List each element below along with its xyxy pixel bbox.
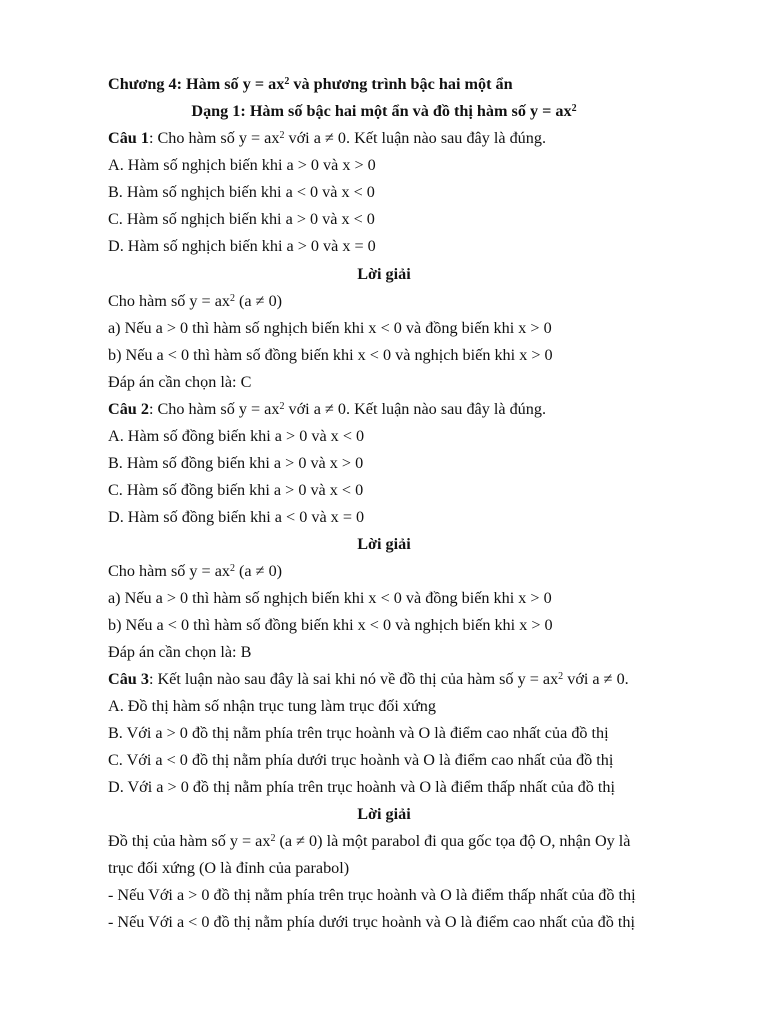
solution-line: b) Nếu a < 0 thì hàm số đồng biến khi x < 0 và nghịch biến khi x > 0 xyxy=(108,346,553,364)
section-title: Dạng 1: Hàm số bậc hai một ẩn và đồ thị hàm số $y = ax^2$ xyxy=(191,102,577,120)
question-label: Câu 1 xyxy=(108,129,149,147)
chapter-title: Chương 4: Hàm số $y = ax^2$ và phương trình bậc hai một ẩn xyxy=(108,75,513,93)
question-2-stem: Câu 2: Cho hàm số $y = ax^2$ với a ≠ 0. Kết luận nào sau đây là đúng. xyxy=(108,400,547,418)
solution-line: a) Nếu a > 0 thì hàm số nghịch biến khi x < 0 và đồng biến khi x > 0 xyxy=(108,589,552,607)
question-1-option-b: B. Hàm số nghịch biến khi a < 0 và x < 0 xyxy=(108,183,375,201)
answer-line: Đáp án cần chọn là: C xyxy=(108,373,252,391)
question-1-option-d: D. Hàm số nghịch biến khi a > 0 và x = 0 xyxy=(108,237,376,255)
solution-heading: Lời giải xyxy=(357,535,411,553)
solution-line: b) Nếu a < 0 thì hàm số đồng biến khi x < 0 và nghịch biến khi x > 0 xyxy=(108,616,553,634)
question-3-option-a: A. Đồ thị hàm số nhận trục tung làm trục đối xứng xyxy=(108,697,436,715)
question-2-option-d: D. Hàm số đồng biến khi a < 0 và x = 0 xyxy=(108,508,365,526)
solution-intro: Cho hàm số $y = ax^2$ (a ≠ 0) xyxy=(108,292,283,310)
solution-intro: Đồ thị của hàm số $y = ax^2$ (a ≠ 0) là một parabol đi qua gốc tọa độ O, nhận Oy là xyxy=(108,832,631,850)
question-1-option-c: C. Hàm số nghịch biến khi a > 0 và x < 0 xyxy=(108,210,375,228)
question-3-option-d: D. Với a > 0 đồ thị nằm phía trên trục hoành và O là điểm thấp nhất của đồ thị xyxy=(108,778,615,796)
answer-line: Đáp án cần chọn là: B xyxy=(108,643,252,661)
solution-intro: Cho hàm số $y = ax^2$ (a ≠ 0) xyxy=(108,562,283,580)
question-label: Câu 2 xyxy=(108,400,149,418)
solution-line: trục đối xứng (O là đỉnh của parabol) xyxy=(108,859,350,877)
question-3-stem: Câu 3: Kết luận nào sau đây là sai khi nó về đồ thị của hàm số $y = ax^2$ với a ≠ 0. xyxy=(108,670,629,688)
question-3-option-b: B. Với a > 0 đồ thị nằm phía trên trục hoành và O là điểm cao nhất của đồ thị xyxy=(108,724,609,742)
solution-line: - Nếu Với a < 0 đồ thị nằm phía dưới trục hoành và O là điểm cao nhất của đồ thị xyxy=(108,913,635,931)
question-2-option-a: A. Hàm số đồng biến khi a > 0 và x < 0 xyxy=(108,427,365,445)
solution-line: a) Nếu a > 0 thì hàm số nghịch biến khi x < 0 và đồng biến khi x > 0 xyxy=(108,319,552,337)
solution-line: - Nếu Với a > 0 đồ thị nằm phía trên trục hoành và O là điểm thấp nhất của đồ thị xyxy=(108,886,636,904)
solution-heading: Lời giải xyxy=(357,265,411,283)
question-label: Câu 3 xyxy=(108,670,149,688)
question-2-option-c: C. Hàm số đồng biến khi a > 0 và x < 0 xyxy=(108,481,364,499)
question-1-option-a: A. Hàm số nghịch biến khi a > 0 và x > 0 xyxy=(108,156,376,174)
question-1-stem: Câu 1: Cho hàm số $y = ax^2$ với a ≠ 0. Kết luận nào sau đây là đúng. xyxy=(108,129,547,147)
question-3-option-c: C. Với a < 0 đồ thị nằm phía dưới trục hoành và O là điểm cao nhất của đồ thị xyxy=(108,751,614,769)
solution-heading: Lời giải xyxy=(357,805,411,823)
question-2-option-b: B. Hàm số đồng biến khi a > 0 và x > 0 xyxy=(108,454,364,472)
